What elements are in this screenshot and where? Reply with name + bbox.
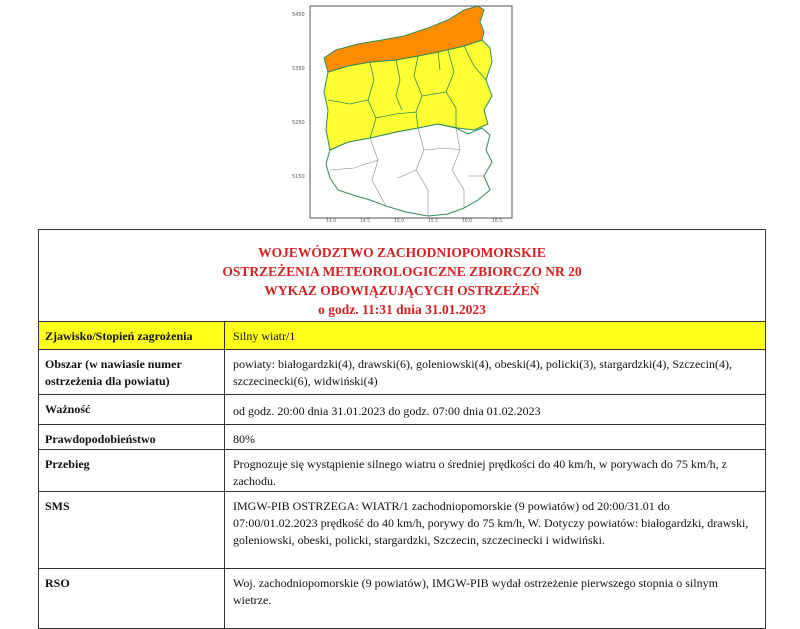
axis-label: 5350	[292, 66, 305, 72]
row-sms	[39, 492, 765, 569]
row-label: Zjawisko/Stopień zagrożenia	[39, 322, 225, 349]
header-line-list: WYKAZ OBOWIĄZUJĄCYCH OSTRZEŻEŃ	[264, 283, 540, 298]
row-value: IMGW-PIB OSTRZEGA: WIATR/1 zachodniopomorskie (9 powiatów) od 20:00/31.01 do 07:00/01.02.2023 prędkość do 40 km/h, porywy do 75 km/h, W. Dotyczy powiatów: białogardzki, drawski, goleniowski, obeski, policki, stargardzki, Szczecin, szczecinecki i widwiński.	[233, 499, 749, 547]
row-phenomenon	[39, 322, 765, 350]
axis-label: 14.5	[360, 219, 371, 224]
map-svg	[278, 0, 518, 224]
axis-label: 5150	[292, 174, 305, 180]
row-value: Woj. zachodniopomorskie (9 powiatów), IMGW-PIB wydał ostrzeżenie pierwszego stopnia o silnym wietrze.	[233, 576, 718, 607]
axis-label: 16.5	[492, 219, 503, 224]
header-line-title: OSTRZEŻENIA METEOROLOGICZNE ZBIORCZO NR 20	[222, 264, 582, 279]
axis-label: 14.0	[326, 219, 337, 224]
row-validity	[39, 395, 765, 425]
header-line-time: o godz. 11:31 dnia 31.01.2023	[318, 302, 486, 317]
row-label: RSO	[39, 569, 225, 629]
header-line-voivodeship: WOJEWÓDZTWO ZACHODNIOPOMORSKIE	[258, 245, 546, 260]
row-label: Prawdopodobieństwo	[39, 425, 225, 449]
row-value: od godz. 20:00 dnia 31.01.2023 do godz. 07:00 dnia 01.02.2023	[233, 404, 541, 418]
warning-document	[38, 229, 766, 629]
document-header	[39, 230, 765, 322]
row-course	[39, 450, 765, 492]
row-value: powiaty: białogardzki(4), drawski(6), goleniowski(4), obeski(4), policki(3), stargardzki(4), Szczecin(4), szczecinecki(6), widwiński(4)	[233, 357, 732, 388]
row-label: Obszar (w nawiasie numer ostrzeżenia dla powiatu)	[39, 350, 225, 394]
row-label: Ważność	[39, 395, 225, 424]
row-value: Prognozuje się wystąpienie silnego wiatru o średniej prędkości do 40 km/h, w porywach do 75 km/h, z zachodu.	[233, 457, 727, 488]
row-value: 80%	[233, 432, 255, 446]
row-area	[39, 350, 765, 395]
row-rso	[39, 569, 765, 629]
axis-label: 15.5	[428, 219, 439, 224]
axis-label: 5250	[292, 120, 305, 126]
axis-label: 15.0	[394, 219, 405, 224]
row-label: SMS	[39, 492, 225, 568]
row-probability	[39, 425, 765, 450]
row-value: Silny wiatr/1	[233, 329, 296, 343]
axis-label: 5450	[292, 12, 305, 18]
warning-map	[278, 0, 518, 224]
row-label: Przebieg	[39, 450, 225, 491]
axis-label: 16.0	[462, 219, 473, 224]
